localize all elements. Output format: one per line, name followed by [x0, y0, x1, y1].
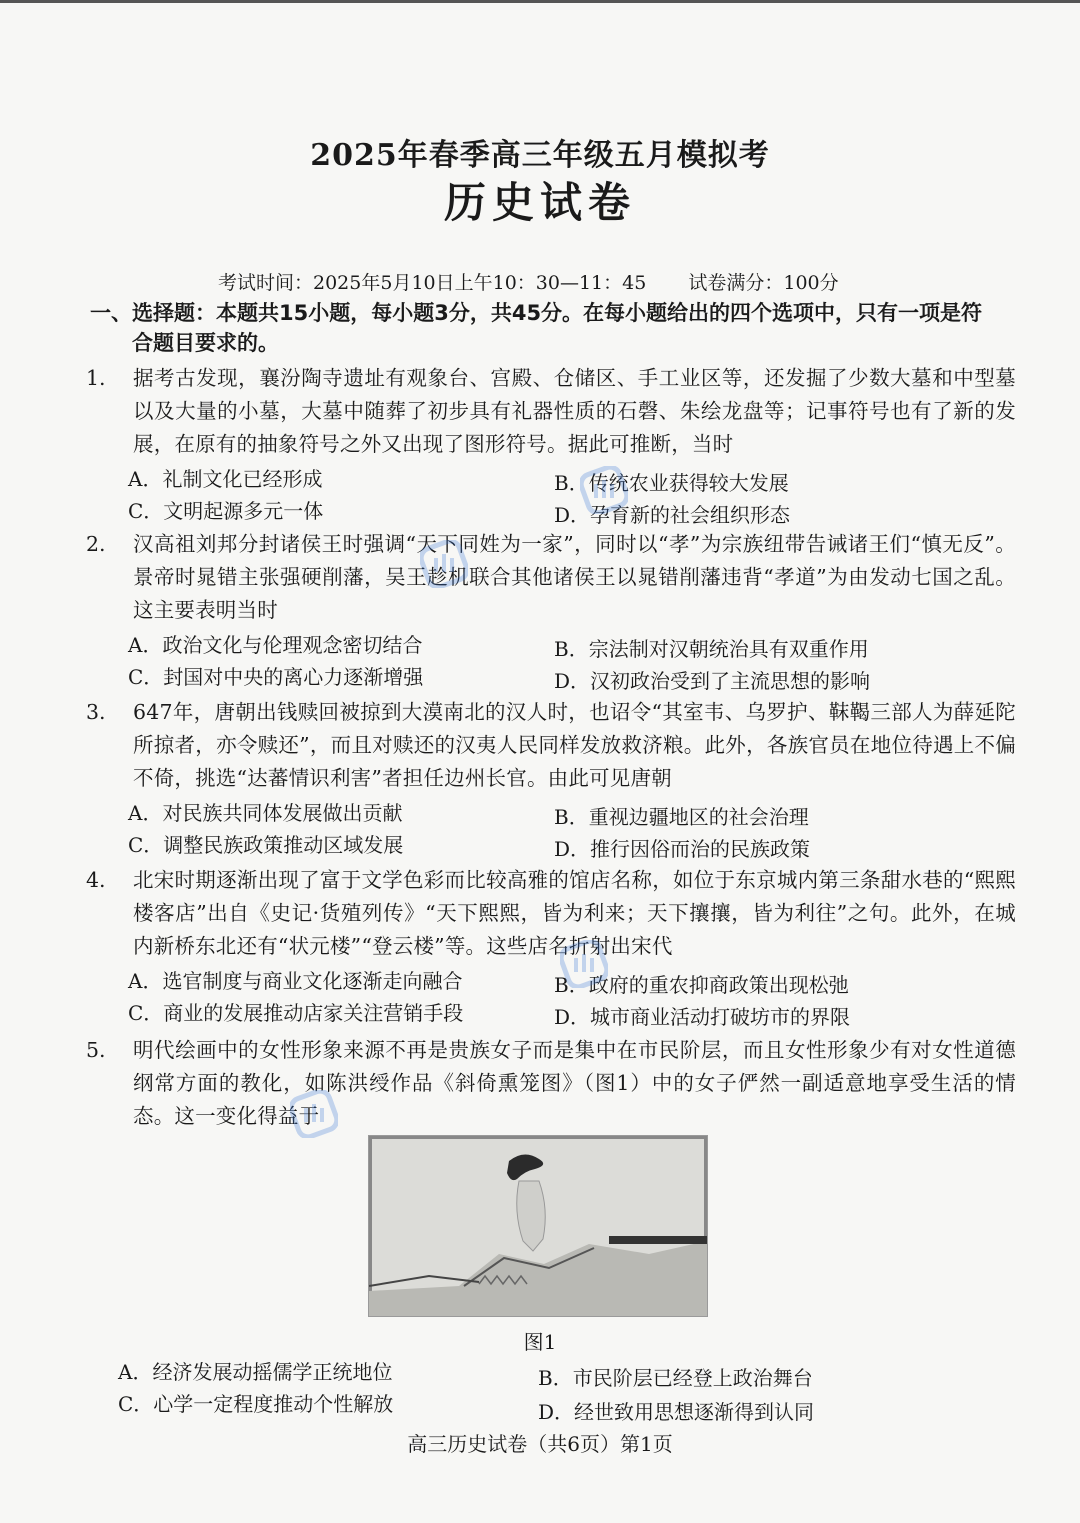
- option-a: A．礼制文化已经形成: [128, 467, 323, 491]
- question-stem: 647年，唐朝出钱赎回被掠到大漠南北的汉人时，也诏令“其室韦、乌罗护、靺鞨三部人为薛延陀所掠者，亦令赎还”，而且对赎还的汉夷人民同样发放救济粮。此外，各族官员在地位待遇上不偏不倚，挑选“达蕃情识利害”者担任边州长官。由此可见唐朝: [133, 700, 1016, 790]
- option-a: A．选官制度与商业文化逐渐走向融合: [128, 969, 463, 993]
- option-c: C．商业的发展推动店家关注营销手段: [128, 1001, 464, 1025]
- options: [128, 461, 1016, 529]
- option-b: B．传统农业获得较大发展: [554, 471, 789, 495]
- question-number: 2.: [86, 532, 106, 556]
- question-3: [86, 696, 1016, 863]
- option-d: D．汉初政治受到了主流思想的影响: [554, 669, 871, 693]
- exam-info: [218, 268, 918, 295]
- option-b: B．重视边疆地区的社会治理: [554, 805, 809, 829]
- question-number: 4.: [86, 868, 106, 892]
- full-score: 试卷满分：100分: [688, 272, 839, 294]
- figure-painting: [368, 1135, 708, 1317]
- option-a: A．经济发展动摇儒学正统地位: [118, 1360, 393, 1384]
- exam-title: 2025年春季高三年级五月模拟考: [310, 138, 770, 173]
- exam-time: 考试时间：2025年5月10日上午10：30—11：45: [218, 272, 647, 294]
- option-c: C．心学一定程度推动个性解放: [118, 1392, 394, 1416]
- option-c: C．文明起源多元一体: [128, 499, 324, 523]
- options: [118, 1354, 918, 1424]
- page-footer: 高三历史试卷（共6页）第1页: [407, 1432, 673, 1456]
- option-b: B．宗法制对汉朝统治具有双重作用: [554, 637, 869, 661]
- question-number: 5.: [86, 1038, 106, 1062]
- painting-image: [369, 1136, 707, 1316]
- question-number: 1.: [86, 366, 106, 390]
- option-d: D．城市商业活动打破坊市的界限: [554, 1005, 851, 1029]
- figure-caption: 图1: [523, 1330, 557, 1354]
- option-c: C．调整民族政策推动区域发展: [128, 833, 404, 857]
- options: [128, 963, 1016, 1031]
- option-d: D．孕育新的社会组织形态: [554, 503, 791, 527]
- option-d: D．推行因俗而治的民族政策: [554, 837, 811, 861]
- question-stem: 汉高祖刘邦分封诸侯王时强调“天下同姓为一家”，同时以“孝”为宗族纽带告诫诸王们“慎无反”。景帝时晁错主张强硬削藩，吴王趁机联合其他诸侯王以晁错削藩违背“孝道”为由发动七国之乱。这主要表明当时: [133, 532, 1016, 622]
- question-5: [86, 1034, 1016, 1133]
- option-c: C．封国对中央的离心力逐渐增强: [128, 665, 424, 689]
- question-1: [86, 362, 1016, 529]
- question-2: [86, 528, 1016, 695]
- scan-edge: [0, 0, 1080, 3]
- section-heading: 一、选择题：本题共15小题，每小题3分，共45分。在每小题给出的四个选项中，只有一项是符 合题目要求的。: [90, 301, 983, 355]
- question-stem: 北宋时期逐渐出现了富于文学色彩而比较高雅的馆店名称，如位于东京城内第三条甜水巷的“熙熙楼客店”出自《史记·货殖列传》“天下熙熙，皆为利来；天下攘攘，皆为利往”之句。此外，在城内新桥东北还有“状元楼”“登云楼”等。这些店名折射出宋代: [133, 868, 1016, 958]
- option-d: D．经世致用思想逐渐得到认同: [538, 1400, 815, 1424]
- question-stem: 据考古发现，襄汾陶寺遗址有观象台、宫殿、仓储区、手工业区等，还发掘了少数大墓和中型墓以及大量的小墓，大墓中随葬了初步具有礼器性质的石磬、朱绘龙盘等；记事符号也有了新的发展，在原有的抽象符号之外又出现了图形符号。据此可推断，当时: [133, 366, 1016, 456]
- question-number: 3.: [86, 700, 106, 724]
- option-b: B．政府的重农抑商政策出现松弛: [554, 973, 849, 997]
- option-a: A．政治文化与伦理观念密切结合: [128, 633, 423, 657]
- question-4: [86, 864, 1016, 1031]
- option-a: A．对民族共同体发展做出贡献: [128, 801, 403, 825]
- subject-title: 历史试卷: [443, 178, 636, 227]
- options: [128, 795, 1016, 863]
- options: [128, 627, 1016, 695]
- question-stem: 明代绘画中的女性形象来源不再是贵族女子而是集中在市民阶层，而且女性形象少有对女性道德纲常方面的教化，如陈洪绶作品《斜倚熏笼图》（图1）中的女子俨然一副适意地享受生活的情态。这一变化得益于: [133, 1038, 1016, 1128]
- option-b: B．市民阶层已经登上政治舞台: [538, 1366, 813, 1390]
